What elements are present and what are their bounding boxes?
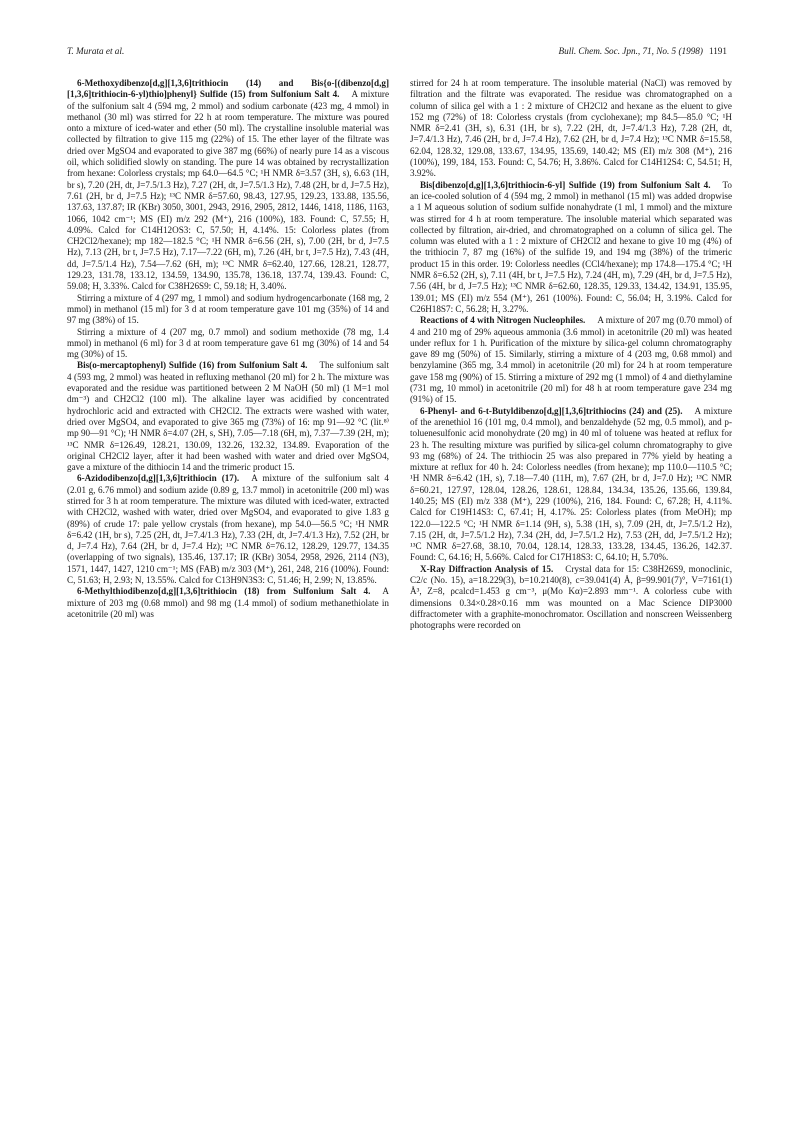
- paragraph-text: Stirring a mixture of 4 (207 mg, 0.7 mmol) and sodium methoxide (78 mg, 1.4 mmol) in methanol (6 ml) for 3 d at room temperature gave 61 mg (30%) of 14 and 54 mg (30%) of 15.: [67, 326, 389, 360]
- paragraph-text: A mixture of the arenethiol 16 (101 mg, 0.4 mmol), and benzaldehyde (52 mg, 0.5 mmol), and p-toluenesulfonic acid monohydrate (20 mg) in 40 ml of toluene was heated at reflux for 23 h. The resulting mixture was purified by silica-gel column chromatography to give 93 mg (68%) of 24. The trithiocin 25 was also prepared in 77% yield by heating a mixture at reflux for 40 h. 24: Colorless needles (from hexane); mp 110.0—110.5 °C; ¹H NMR δ=6.42 (1H, s), 7.18—7.40 (11H, m), 7.67 (2H, br d, J=7.0 Hz); ¹³C NMR δ=60.21, 127.97, 128.04, 128.26, 128.61, 128.84, 134.34, 135.26, 135.66, 139.84, 140.25; MS (EI) m/z 338 (M⁺), 229 (100%), 216, 184. Found: C, 67.28; H, 4.11%. Calcd for C19H14S3: C, 67.41; H, 4.17%. 25: Colorless plates (from MeOH); mp 122.0—122.5 °C; ¹H NMR δ=1.14 (9H, s), 5.38 (1H, s), 7.09 (2H, dt, J=7.5/1.2 Hz), 7.15 (2H, dt, J=7.5/1.2 Hz), 7.34 (2H, dd, J=7.5/1.2 Hz), 7.53 (2H, dd, J=7.5/1.2 Hz); ¹³C NMR δ=27.68, 38.10, 70.04, 128.14, 128.33, 133.28, 134.45, 136.26, 142.37. Found: C, 64.16; H, 5.66%. Calcd for C17H18S3: C, 64.10; H, 5.70%.: [410, 405, 732, 563]
- left-column: [67, 78, 389, 620]
- section-heading: 6-Methylthiodibenzo[d,g][1,3,6]trithiocin (18) from Sulfonium Salt 4.: [77, 586, 371, 597]
- section-heading: 6-Phenyl- and 6-t-Butyldibenzo[d,g][1,3,6]trithiocins (24) and (25).: [420, 405, 683, 416]
- paragraph-text: To an ice-cooled solution of 4 (594 mg, 2 mmol) in methanol (15 ml) was added dropwise a 1 M aqueous solution of sodium sulfide nonahydrate (1 ml, 1 mmol) and the mixture was stirred for 4 h at room temperature. The insoluble material which separated was collected by filtration, air-dried, and chromatographed on a column of silica gel. The column was eluted with a 1 : 2 mixture of CH2Cl2 and hexane to give 10 mg (4%) of the trithiocin 7, 87 mg (16%) of the sulfide 19, and 194 mg (38%) of the trimeric product 15 in this order. 19: Colorless needles (CCl4/hexane); mp 174.8—175.4 °C; ¹H NMR δ=6.52 (2H, s), 7.11 (4H, br t, J=7.5 Hz), 7.24 (4H, m), 7.29 (4H, br d, J=7.5 Hz), 7.56 (4H, br d, J=7.5 Hz); ¹³C NMR δ=62.60, 128.35, 129.33, 134.42, 134.91, 135.95, 139.01; MS (EI) m/z 554 (M⁺), 261 (100%). Found: C, 56.04; H, 3.19%. Calcd for C26H18S7: C, 56.28; H, 3.27%.: [410, 179, 732, 314]
- section-heading: Bis[dibenzo[d,g][1,3,6]trithiocin-6-yl] Sulfide (19) from Sulfonium Salt 4.: [420, 179, 711, 190]
- paragraph: [410, 406, 732, 564]
- paragraph: [67, 327, 389, 361]
- section-heading: Bis(o-mercaptophenyl) Sulfide (16) from Sulfonium Salt 4.: [77, 360, 308, 371]
- paragraph-text: The sulfonium salt 4 (593 mg, 2 mmol) was heated in refluxing methanol (20 ml) for 2 h. The mixture was evaporated and the residue was partitioned between 2 M NaOH (50 ml) (1 M=1 mol dm⁻³) and CH2Cl2 (100 ml). The alkaline layer was acidified by concentrated hydrochloric acid and extracted with CH2Cl2. The extracts were washed with water, dried over MgSO4, and evaporated to give 365 mg (73%) of 16: mp 91—92 °C (lit.⁸⁾ mp 90—91 °C); ¹H NMR δ=4.07 (2H, s, SH), 7.05—7.18 (6H, m), 7.37—7.39 (2H, m); ¹³C NMR δ=126.49, 128.21, 130.09, 132.26, 132.32, 134.89. Evaporation of the original CH2Cl2 layer, after it had been washed with water and dried over MgSO4, gave a mixture of the dithiocin 14 and the trimeric product 15.: [67, 360, 389, 473]
- paragraph-text: A mixture of 203 mg (0.68 mmol) and 98 mg (1.4 mmol) of sodium methanethiolate in acetonitrile (20 ml) was: [67, 586, 389, 619]
- running-header-journal: [559, 46, 727, 56]
- paragraph-text: stirred for 24 h at room temperature. The insoluble material (NaCl) was removed by filtration and the filtrate was evaporated. The residue was chromatographed on a column of silica gel with a 1 : 2 mixture of CH2Cl2 and hexane as the eluent to give 152 mg (72%) of 18: Colorless crystals (from cyclohexane); mp 84.5—85.0 °C; ¹H NMR δ=2.41 (3H, s), 6.31 (1H, br s), 7.22 (2H, dt, J=7.4/1.3 Hz), 7.28 (2H, dt, J=7.4/1.3 Hz), 7.46 (2H, br d, J=7.4 Hz), 7.62 (2H, br d, J=7.4 Hz); ¹³C NMR δ=15.58, 62.04, 128.32, 129.08, 133.67, 134.95, 135.69, 140.42; MS (EI) m/z 308 (M⁺), 216 (100%), 199, 184, 153. Found: C, 54.76; H, 3.86%. Calcd for C14H12S4: C, 54.51; H, 3.92%.: [410, 78, 732, 179]
- paragraph: [67, 360, 389, 473]
- paragraph: [410, 78, 732, 180]
- section-heading: 6-Azidodibenzo[d,g][1,3,6]trithiocin (17).: [77, 473, 240, 484]
- right-column: [410, 78, 732, 632]
- paragraph: [67, 293, 389, 327]
- journal-citation: Bull. Chem. Soc. Jpn., 71, No. 5 (1998): [558, 46, 703, 56]
- paragraph-text: Stirring a mixture of 4 (297 mg, 1 mmol) and sodium hydrogencarbonate (168 mg, 2 mmol) in methanol (15 ml) for 3 d at room temperature gave 101 mg (35%) of 14 and 97 mg (38%) of 15.: [67, 292, 389, 326]
- paragraph: [410, 180, 732, 316]
- paragraph-text: A mixture of the sulfonium salt 4 (2.01 g, 6.76 mmol) and sodium azide (0.89 g, 13.7 mmol) in acetonitrile (200 ml) was stirred for 3 h at room temperature. The mixture was diluted with iced-water, extracted with CH2Cl2, washed with water, dried over MgSO4, and evaporated to give 1.83 g (89%) of crude 17: pale yellow crystals (from hexane), mp 54.0—56.5 °C; ¹H NMR δ=6.42 (1H, br s), 7.25 (2H, dt, J=7.4/1.3 Hz), 7.33 (2H, dt, J=7.4/1.3 Hz), 7.52 (2H, br d, J=7.4 Hz), 7.64 (2H, br d, J=7.4 Hz); ¹³C NMR δ=76.12, 128.29, 129.77, 134.35 (overlapping of two signals), 135.46, 137.17; IR (KBr) 3054, 2958, 2926, 2114 (N3), 1571, 1447, 1427, 1210 cm⁻¹; MS (FAB) m/z 303 (M⁺), 261, 248, 216 (100%). Found: C, 51.63; H, 2.93; N, 13.55%. Calcd for C13H9N3S3: C, 51.46; H, 2.99; N, 13.85%.: [67, 473, 389, 586]
- page-number: 1191: [708, 46, 727, 56]
- paragraph: [67, 586, 389, 620]
- section-heading: 6-Methoxydibenzo[d,g][1,3,6]trithiocin (14) and Bis{o-[(dibenzo[d,g][1,3,6]trithiocin-6-yl)thio]phenyl} Sulfide (15) from Sulfonium Salt 4.: [67, 78, 389, 100]
- paragraph-text: A mixture of 207 mg (0.70 mmol) of 4 and 210 mg of 29% aqueous ammonia (3.6 mmol) in acetonitrile (20 ml) was heated under reflux for 1 h. Purification of the mixture by silica-gel column chromatography gave 89 mg (50%) of 15. Similarly, stirring a mixture of 4 (203 mg, 0.68 mmol) and benzylamine (365 mg, 3.4 mmol) in acetonitrile (20 ml) for 24 h at room temperature gave 158 mg (90%) of 15. Stirring a mixture of 292 mg (1 mmol) of 4 and diethylamine (731 mg, 10 mmol) in acetonitrile (20 ml) for 48 h at room temperature gave 234 mg (91%) of 15.: [410, 315, 733, 405]
- paragraph: [67, 473, 389, 586]
- section-heading: X-Ray Diffraction Analysis of 15.: [420, 563, 554, 574]
- paragraph: [67, 78, 389, 293]
- paragraph: [410, 315, 732, 405]
- running-header: [67, 46, 727, 62]
- paragraph: [410, 564, 732, 632]
- paragraph-text: A mixture of the sulfonium salt 4 (594 mg, 2 mmol) and sodium carbonate (423 mg, 4 mmol) in methanol (30 ml) was stirred for 22 h at room temperature. The mixture was poured onto a mixture of iced-water and ether (50 ml). The crystalline insoluble material was collected by filtration to give 115 mg (22%) of 15. The ether layer of the filtrate was dried over MgSO4 and evaporated to give 387 mg (66%) of nearly pure 14 as a viscous oil, which solidified slowly on standing. The pure 14 was obtained by recrystallization from hexane: Colorless crystals; mp 64.0—64.5 °C; ¹H NMR δ=3.57 (3H, s), 6.63 (1H, br s), 7.20 (2H, dt, J=7.5/1.3 Hz), 7.27 (2H, dt, J=7.5/1.3 Hz), 7.48 (2H, br d, J=7.5 Hz), 7.61 (2H, br d, J=7.5 Hz); ¹³C NMR δ=57.60, 98.43, 127.95, 129.23, 133.88, 135.56, 137.63, 137.87; IR (KBr) 3050, 3001, 2943, 2916, 2905, 2812, 1446, 1418, 1186, 1163, 1066, 1042 cm⁻¹; MS (EI) m/z 292 (M⁺), 216 (100%), 183. Found: C, 57.55; H, 4.09%. Calcd for C14H12OS3: C, 57.50; H, 4.14%. 15: Colorless plates (from CH2Cl2/hexane); mp 182—182.5 °C; ¹H NMR δ=6.56 (2H, s), 7.00 (2H, br d, J=7.5 Hz), 7.13 (2H, br t, J=7.5 Hz), 7.17—7.22 (6H, m), 7.26 (4H, br t, J=7.5 Hz), 7.43 (4H, dd, J=7.5/1.4 Hz), 7.54—7.62 (6H, m); ¹³C NMR δ=62.40, 127.66, 128.21, 128.77, 129.23, 131.78, 133.12, 134.59, 134.90, 135.78, 136.18, 137.74, 139.43. Found: C, 59.08; H, 3.33%. Calcd for C38H26S9: C, 59.18; H, 3.40%.: [67, 89, 389, 292]
- running-header-authors: T. Murata et al.: [67, 46, 125, 56]
- section-heading: Reactions of 4 with Nitrogen Nucleophiles.: [420, 315, 586, 326]
- paragraph-text: Crystal data for 15: C38H26S9, monoclinic, C2/c (No. 15), a=18.229(3), b=10.2140(8), c=39.041(4) Å, β=99.901(7)°, V=7161(1) Å³, Z=8, ρcalcd=1.453 g cm⁻³, μ(Mo Kα)=2.893 mm⁻¹. A colorless cube with dimensions 0.34×0.28×0.16 mm was mounted on a Mac Science DIP3000 diffractometer with a graphite-monochromator. Oscillation and nonscreen Weissenberg photographs were recorded on: [410, 563, 732, 631]
